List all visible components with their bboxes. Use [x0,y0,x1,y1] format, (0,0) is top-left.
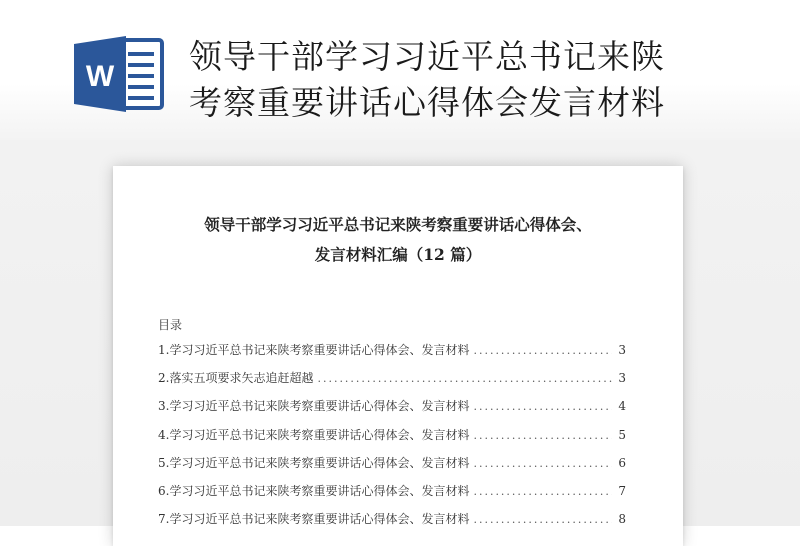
toc-item [158,482,626,510]
toc-leader-dots [473,344,612,357]
toc-leader-dots [473,457,612,470]
toc-item-label: 3.学习习近平总书记来陕考察重要讲话心得体会、发言材料 [158,399,470,414]
document-page [113,166,683,546]
toc-leader-dots [473,400,612,413]
page-title-line-1: 领导干部学习习近平总书记来陕 [189,37,665,76]
page-title-line-2: 考察重要讲话心得体会发言材料 [189,83,665,122]
table-of-contents [158,341,626,538]
word-document-icon [74,34,166,114]
toc-item [158,426,626,454]
page-title [189,34,749,126]
toc-item-page: 3 [618,371,626,386]
toc-leader-dots [473,513,612,526]
toc-item-page: 6 [618,455,626,470]
toc-item [158,510,626,538]
toc-heading: 目录 [158,318,183,332]
toc-leader-dots [473,429,612,442]
word-icon-letter: W [85,60,115,93]
document-title [113,210,683,270]
toc-item [158,341,626,369]
document-title-line-1: 领导干部学习习近平总书记来陕考察重要讲话心得体会、 [204,215,592,234]
document-title-line-2: 发言材料汇编（12 篇） [314,245,482,264]
toc-item-label: 4.学习习近平总书记来陕考察重要讲话心得体会、发言材料 [158,427,470,442]
toc-item-page: 5 [618,427,626,442]
toc-item-label: 1.学习习近平总书记来陕考察重要讲话心得体会、发言材料 [158,343,470,357]
toc-item-page: 3 [618,343,626,357]
toc-item-page: 4 [618,399,626,414]
toc-item-page: 8 [618,512,626,527]
toc-item [158,454,626,482]
toc-leader-dots [317,372,612,385]
toc-item-label: 5.学习习近平总书记来陕考察重要讲话心得体会、发言材料 [158,455,470,470]
toc-item-label: 6.学习习近平总书记来陕考察重要讲话心得体会、发言材料 [158,483,470,498]
toc-item [158,397,626,425]
toc-leader-dots [473,485,612,498]
toc-item-page: 7 [618,483,626,498]
toc-item-label: 7.学习习近平总书记来陕考察重要讲话心得体会、发言材料 [158,512,470,527]
toc-item-label: 2.落实五项要求矢志追赶超越 [158,371,314,386]
toc-item [158,369,626,397]
